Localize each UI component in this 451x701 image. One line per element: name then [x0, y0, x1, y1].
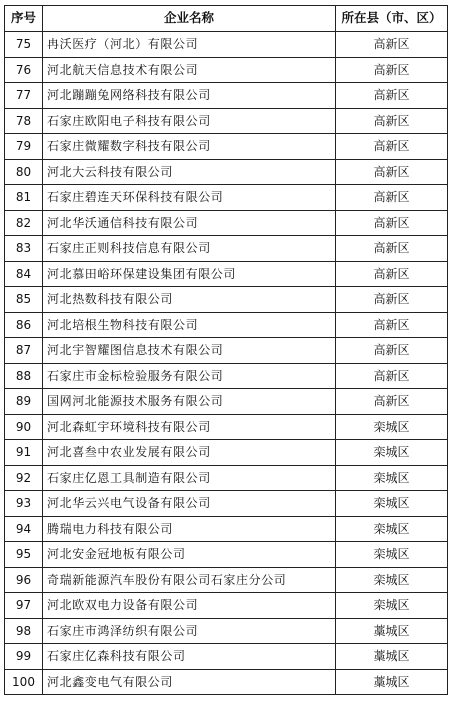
table-row	[5, 185, 448, 211]
table-row	[5, 542, 448, 568]
district-cell: 高新区	[336, 108, 448, 134]
company-name-cell: 河北培根生物科技有限公司	[43, 312, 336, 338]
district-cell: 高新区	[336, 57, 448, 83]
serial-number-cell: 76	[5, 57, 43, 83]
company-table	[4, 5, 448, 695]
table-row	[5, 389, 448, 415]
company-name-cell: 河北鑫变电气有限公司	[43, 669, 336, 695]
company-name-cell: 河北华云兴电气设备有限公司	[43, 491, 336, 517]
table-row	[5, 465, 448, 491]
table-row	[5, 669, 448, 695]
district-cell: 栾城区	[336, 542, 448, 568]
serial-number-cell: 81	[5, 185, 43, 211]
table-row	[5, 593, 448, 619]
company-name-cell: 河北热数科技有限公司	[43, 287, 336, 313]
company-name-cell: 石家庄亿森科技有限公司	[43, 644, 336, 670]
district-cell: 高新区	[336, 134, 448, 160]
serial-number-cell: 90	[5, 414, 43, 440]
district-cell: 高新区	[336, 185, 448, 211]
district-cell: 藁城区	[336, 644, 448, 670]
serial-number-cell: 86	[5, 312, 43, 338]
serial-number-cell: 99	[5, 644, 43, 670]
header-company-name: 企业名称	[43, 6, 336, 32]
company-name-cell: 河北喜叁中农业发展有限公司	[43, 440, 336, 466]
company-name-cell: 腾瑞电力科技有限公司	[43, 516, 336, 542]
serial-number-cell: 87	[5, 338, 43, 364]
company-name-cell: 石家庄欧阳电子科技有限公司	[43, 108, 336, 134]
company-name-cell: 河北航天信息技术有限公司	[43, 57, 336, 83]
serial-number-cell: 94	[5, 516, 43, 542]
table-row	[5, 440, 448, 466]
company-name-cell: 河北大云科技有限公司	[43, 159, 336, 185]
table-row	[5, 338, 448, 364]
company-name-cell: 国网河北能源技术服务有限公司	[43, 389, 336, 415]
district-cell: 栾城区	[336, 516, 448, 542]
table-row	[5, 644, 448, 670]
district-cell: 高新区	[336, 83, 448, 109]
serial-number-cell: 80	[5, 159, 43, 185]
serial-number-cell: 83	[5, 236, 43, 262]
serial-number-cell: 92	[5, 465, 43, 491]
district-cell: 高新区	[336, 338, 448, 364]
company-name-cell: 石家庄微耀数字科技有限公司	[43, 134, 336, 160]
header-district: 所在县（市、区）	[336, 6, 448, 32]
table-row	[5, 83, 448, 109]
district-cell: 高新区	[336, 287, 448, 313]
table-row	[5, 516, 448, 542]
district-cell: 高新区	[336, 210, 448, 236]
table-row	[5, 287, 448, 313]
company-name-cell: 河北华沃通信科技有限公司	[43, 210, 336, 236]
serial-number-cell: 88	[5, 363, 43, 389]
company-name-cell: 河北欧双电力设备有限公司	[43, 593, 336, 619]
serial-number-cell: 100	[5, 669, 43, 695]
table-row	[5, 312, 448, 338]
table-row	[5, 236, 448, 262]
company-name-cell: 河北安金冠地板有限公司	[43, 542, 336, 568]
district-cell: 藁城区	[336, 669, 448, 695]
table-row	[5, 618, 448, 644]
serial-number-cell: 96	[5, 567, 43, 593]
header-serial-number: 序号	[5, 6, 43, 32]
district-cell: 栾城区	[336, 567, 448, 593]
table-row	[5, 491, 448, 517]
district-cell: 高新区	[336, 363, 448, 389]
district-cell: 藁城区	[336, 618, 448, 644]
serial-number-cell: 98	[5, 618, 43, 644]
district-cell: 高新区	[336, 159, 448, 185]
company-name-cell: 石家庄正则科技信息有限公司	[43, 236, 336, 262]
serial-number-cell: 84	[5, 261, 43, 287]
district-cell: 高新区	[336, 261, 448, 287]
company-list-sheet	[4, 5, 447, 695]
company-name-cell: 河北慕田峪环保建设集团有限公司	[43, 261, 336, 287]
table-header-row	[5, 6, 448, 32]
table-row	[5, 261, 448, 287]
table-row	[5, 363, 448, 389]
district-cell: 栾城区	[336, 465, 448, 491]
table-row	[5, 134, 448, 160]
district-cell: 栾城区	[336, 593, 448, 619]
district-cell: 高新区	[336, 236, 448, 262]
serial-number-cell: 78	[5, 108, 43, 134]
company-name-cell: 石家庄亿恩工具制造有限公司	[43, 465, 336, 491]
table-row	[5, 32, 448, 58]
table-row	[5, 108, 448, 134]
company-name-cell: 石家庄碧连天环保科技有限公司	[43, 185, 336, 211]
table-row	[5, 567, 448, 593]
serial-number-cell: 97	[5, 593, 43, 619]
serial-number-cell: 95	[5, 542, 43, 568]
table-body	[5, 32, 448, 695]
serial-number-cell: 82	[5, 210, 43, 236]
company-name-cell: 河北蹦蹦兔网络科技有限公司	[43, 83, 336, 109]
district-cell: 栾城区	[336, 440, 448, 466]
table-row	[5, 159, 448, 185]
serial-number-cell: 89	[5, 389, 43, 415]
company-name-cell: 石家庄市金标检验服务有限公司	[43, 363, 336, 389]
company-name-cell: 奇瑞新能源汽车股份有限公司石家庄分公司	[43, 567, 336, 593]
table-row	[5, 414, 448, 440]
table-row	[5, 57, 448, 83]
company-name-cell: 河北森虹宇环境科技有限公司	[43, 414, 336, 440]
company-name-cell: 石家庄市鸿泽纺织有限公司	[43, 618, 336, 644]
company-name-cell: 冉沃医疗（河北）有限公司	[43, 32, 336, 58]
serial-number-cell: 75	[5, 32, 43, 58]
serial-number-cell: 91	[5, 440, 43, 466]
serial-number-cell: 77	[5, 83, 43, 109]
district-cell: 高新区	[336, 32, 448, 58]
serial-number-cell: 79	[5, 134, 43, 160]
district-cell: 高新区	[336, 389, 448, 415]
district-cell: 栾城区	[336, 491, 448, 517]
district-cell: 栾城区	[336, 414, 448, 440]
serial-number-cell: 93	[5, 491, 43, 517]
serial-number-cell: 85	[5, 287, 43, 313]
company-name-cell: 河北宇智耀图信息技术有限公司	[43, 338, 336, 364]
district-cell: 高新区	[336, 312, 448, 338]
table-row	[5, 210, 448, 236]
